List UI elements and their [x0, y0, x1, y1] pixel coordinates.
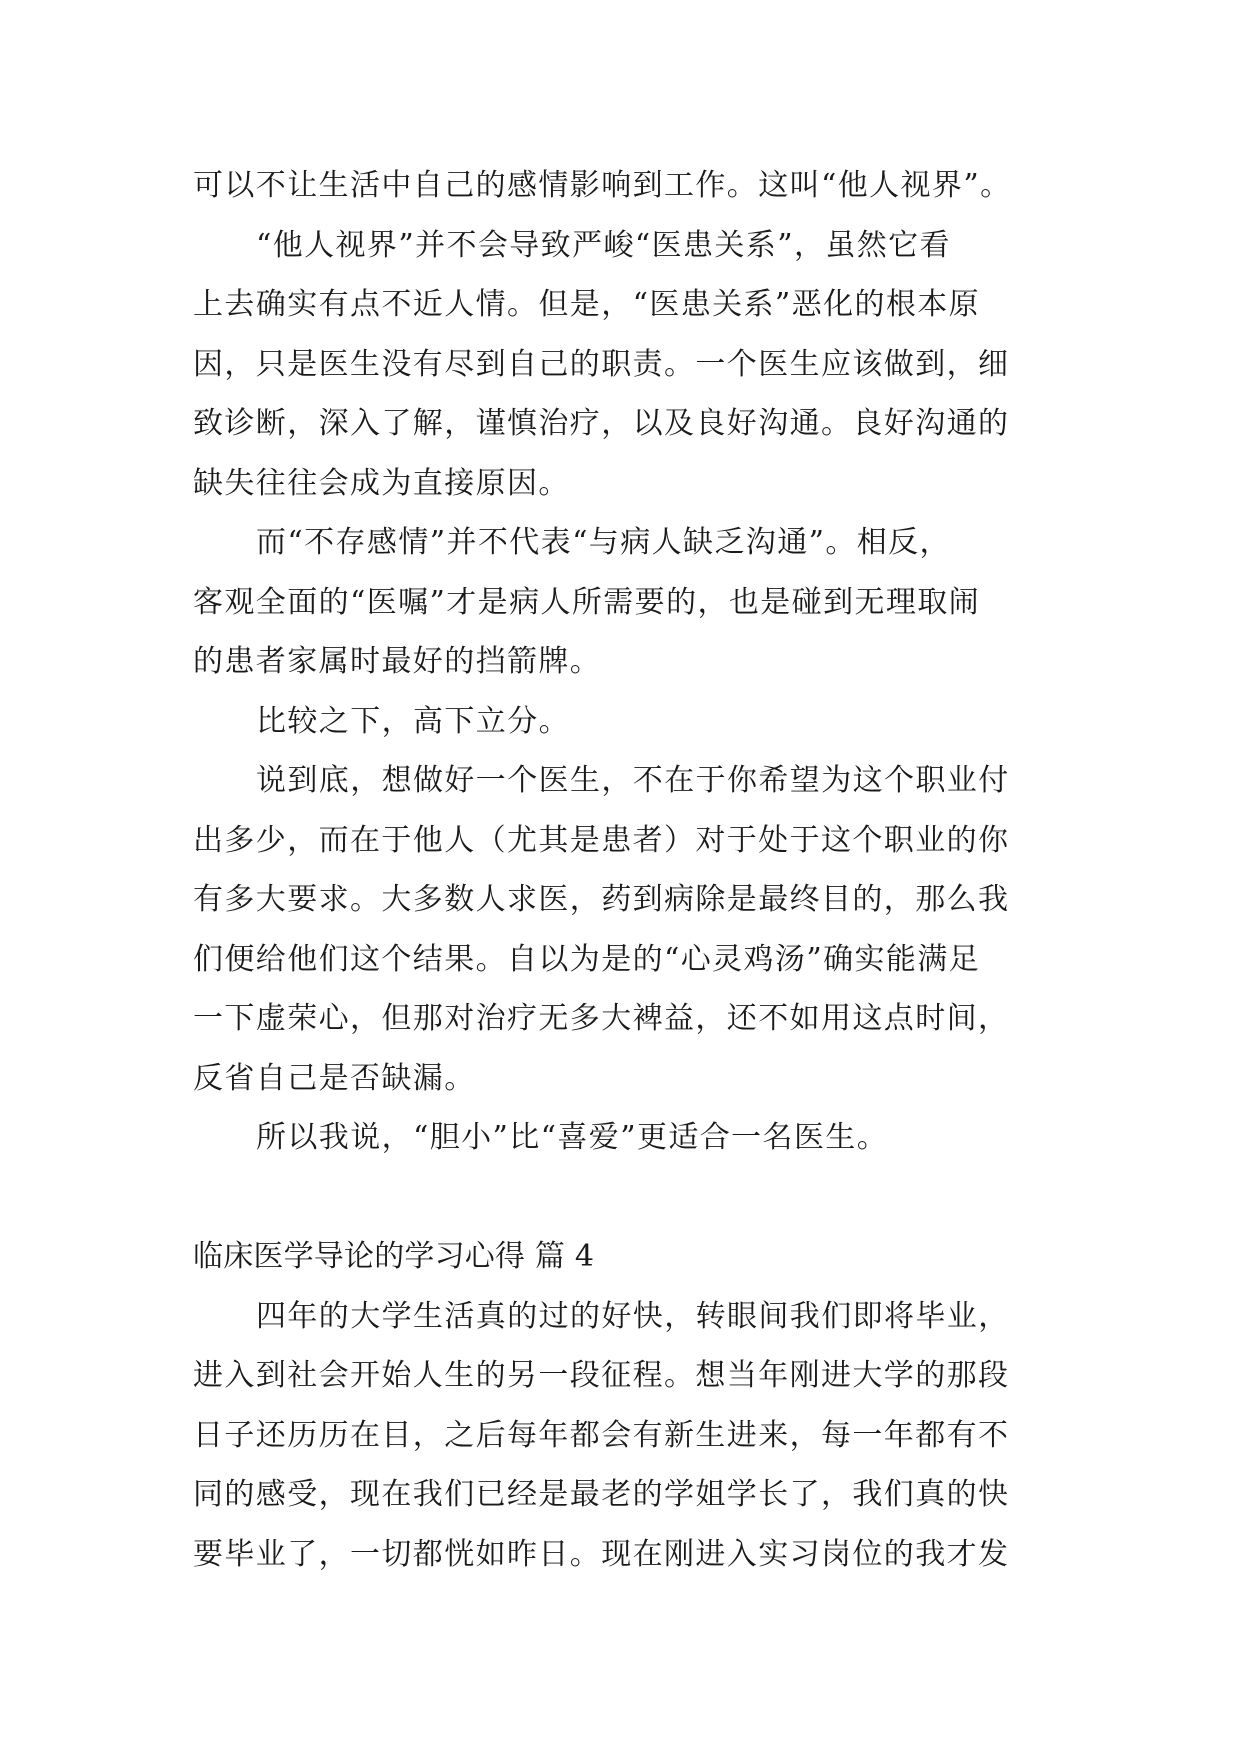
essay-text-block: [193, 156, 1073, 1168]
text-line: 同的感受，现在我们已经是最老的学姐学长了，我们真的快: [193, 1477, 1010, 1512]
text-line: 而“不存感情”并不代表“与病人缺乏沟通”。相反，: [256, 525, 951, 560]
text-line: 日子还历历在目，之后每年都会有新生进来，每一年都有不: [193, 1417, 1010, 1453]
text-line: 四年的大学生活真的过的好快，转眼间我们即将毕业，: [256, 1298, 1010, 1334]
text-line: 的患者家属时最好的挡箭牌。: [193, 644, 602, 679]
text-line: 有多大要求。大多数人求医，药到病除是最终目的，那么我: [193, 882, 1010, 917]
text-line: 比较之下，高下立分。: [256, 703, 570, 739]
text-line: 要毕业了，一切都恍如昨日。现在刚进入实习岗位的我才发: [193, 1536, 1010, 1572]
text-line: 客观全面的“医嘱”才是病人所需要的，也是碰到无理取闹: [193, 584, 981, 620]
text-line: 们便给他们这个结果。自以为是的“心灵鸡汤”确实能满足: [193, 941, 981, 977]
text-line: 因，只是医生没有尽到自己的职责。一个医生应该做到，细: [193, 346, 1010, 382]
text-line: 所以我说，“胆小”比“喜爱”更适合一名医生。: [256, 1120, 889, 1155]
text-line: 上去确实有点不近人情。但是，“医患关系”恶化的根本原: [193, 287, 981, 322]
text-line: 出多少，而在于他人（尤其是患者）对于处于这个职业的你: [193, 822, 1010, 858]
text-line: “他人视界”并不会导致严峻“医患关系”，虽然它看: [256, 227, 951, 263]
section-text-block: [193, 1287, 1073, 1585]
blank-line: [193, 1168, 1073, 1228]
section-heading: 临床医学导论的学习心得 篇 4: [193, 1239, 595, 1274]
text-line: 可以不让生活中自己的感情影响到工作。这叫“他人视界”。: [193, 168, 1012, 203]
text-line: 缺失往往会成为直接原因。: [193, 465, 570, 501]
text-line: 致诊断，深入了解，谨慎治疗，以及良好沟通。良好沟通的: [193, 406, 1010, 441]
text-line: 反省自己是否缺漏。: [193, 1060, 476, 1096]
text-line: 进入到社会开始人生的另一段征程。想当年刚进大学的那段: [193, 1358, 1010, 1393]
text-line: 一下虚荣心，但那对治疗无多大裨益，还不如用这点时间，: [193, 1001, 1010, 1036]
text-line: 说到底，想做好一个医生，不在于你希望为这个职业付: [256, 763, 1010, 798]
document-body: [193, 156, 1073, 1584]
